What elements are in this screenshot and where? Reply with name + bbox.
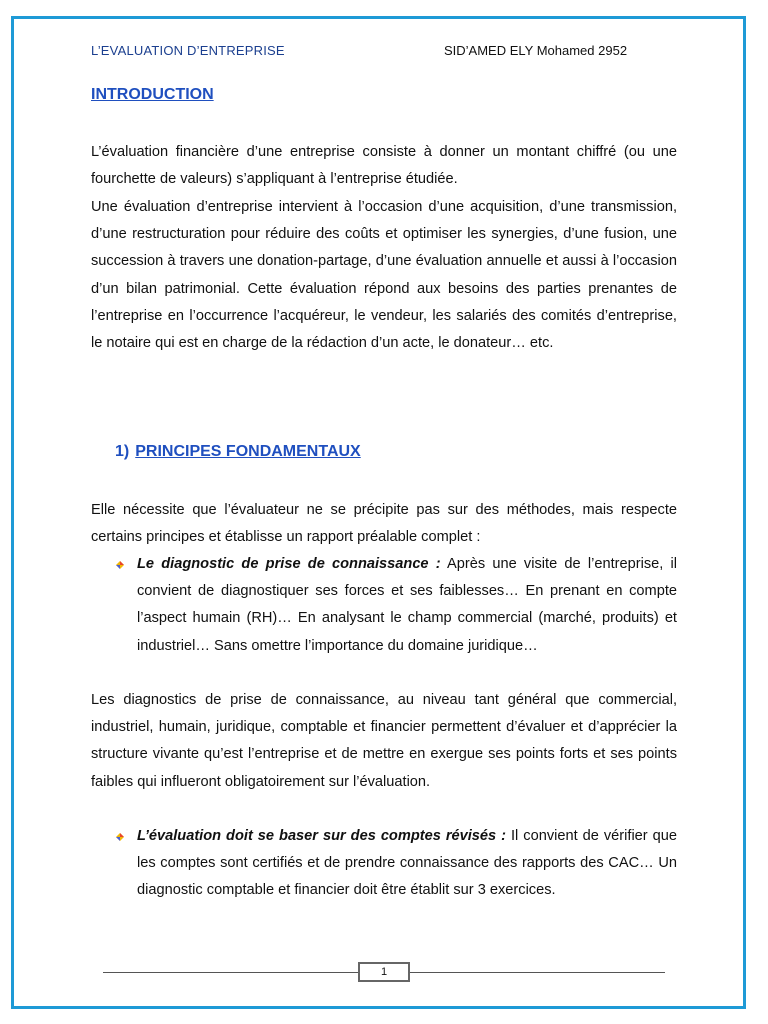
page-number: 1 xyxy=(358,962,410,982)
bullet-comptes-text: Il convient de vérifier que les comptes sont certifiés et de prendre connaissance des rapports des CAC… Un diagnostic comptable et financier doit être établit sur 3 exercices. xyxy=(137,828,678,899)
section-heading-principes xyxy=(115,443,361,461)
bullet-diagnostic xyxy=(137,551,677,660)
bullet-diagnostic-text: Après une visite de l’entreprise, il convient de diagnostiquer ses forces et ses faiblesses… En prenant en compte l’aspect humain (RH)… En analysant le champ commercial (marché, produits) et industriel… Sans omettre l’importance du domaine juridique… xyxy=(137,556,677,654)
colorful-bullet-icon xyxy=(115,560,125,570)
bullet-diagnostic-lead: Le diagnostic de prise de connaissance : xyxy=(137,556,441,572)
footer-rule-left xyxy=(103,972,358,973)
section-title: PRINCIPES FONDAMENTAUX xyxy=(135,443,361,460)
section-number: 1) xyxy=(115,443,130,460)
intro-paragraph-2: Une évaluation d’entreprise intervient à l’occasion d’une acquisition, d’une transmission, d’une restructuration pour réduire des coûts et optimiser les synergies, d’une fusion, une succession à travers une donation-partage, d’une évaluation annuelle et aussi à l’occasion d’un bilan patrimonial. Cette évaluation répond aux besoins des parties prenantes de l’entreprise en l’occurrence l’acquéreur, le vendeur, les salariés des comités d’entreprise, le notaire qui est en charge de la rédaction d’un acte, le donateur… etc. xyxy=(91,199,677,352)
header-author: SID’AMED ELY Mohamed 2952 xyxy=(444,43,628,58)
bullet-comptes-lead: L’évaluation doit se baser sur des comptes révisés : xyxy=(137,828,506,844)
bullet-comptes-revises xyxy=(137,823,677,905)
intro-paragraph-1: L’évaluation financière d’une entreprise consiste à donner un montant chiffré (ou une fourchette de valeurs) s’appliquant à l’entreprise étudiée. xyxy=(91,144,677,188)
header-title: L’EVALUATION D’ENTREPRISE xyxy=(91,43,285,58)
footer-rule-right xyxy=(410,972,665,973)
colorful-bullet-icon xyxy=(115,832,125,842)
section-intro-paragraph: Elle nécessite que l’évaluateur ne se précipite pas sur des méthodes, mais respecte certains principes et établisse un rapport préalable complet : xyxy=(91,502,677,546)
introduction-heading: INTRODUCTION xyxy=(91,86,214,103)
middle-paragraph: Les diagnostics de prise de connaissance, au niveau tant général que commercial, industriel, humain, juridique, comptable et financier permettent d’évaluer et d’apprécier la structure vivante qu’est l’entreprise et de mettre en exergue ses points forts et ses points faibles qui influeront obligatoirement sur l’évaluation. xyxy=(91,692,677,790)
